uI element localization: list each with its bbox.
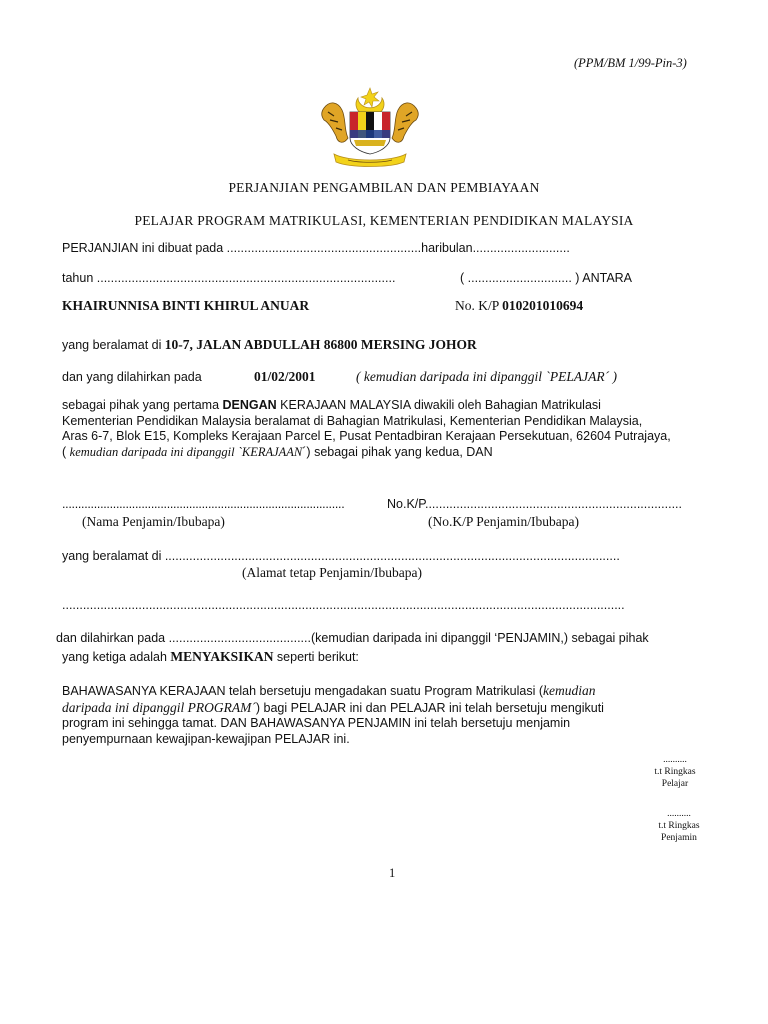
malaysia-coat-of-arms-icon [318,86,422,170]
agreement-subtitle: PELAJAR PROGRAM MATRIKULASI, KEMENTERIAN PENDIDIKAN MALAYSIA [134,213,634,228]
guardian-name-caption: (Nama Penjamin/Ibubapa) [82,514,225,529]
guardian-address-field: yang beralamat di ................................................................................................................................... [62,549,620,563]
guardian-address-caption: (Alamat tetap Penjamin/Ibubapa) [242,565,422,580]
guardian-address-field-2: .................................................................................................................................................................. [62,598,625,612]
agreement-date-line: PERJANJIAN ini dibuat pada ........................................................haribulan............................ [62,241,570,255]
student-address-line [62,337,477,353]
student-name: KHAIRUNNISA BINTI KHIRUL ANUAR [62,298,310,313]
page-number: 1 [389,866,396,880]
ic-label: No. K/P [455,298,499,313]
agreement-title: PERJANJIAN PENGAMBILAN DAN PEMBIAYAAN [228,180,540,195]
antara-line: ( .............................. ) ANTARA [460,271,633,285]
guardian-dob-line: dan dilahirkan pada .........................................(kemudian daripada ini dipanggil ‘PENJAMIN,) sebagai pihak [56,631,649,645]
gov-line-1: sebagai pihak yang pertama DENGAN KERAJAAN MALAYSIA diwakili oleh Bahagian Matrikulasi [62,398,601,412]
guardian-name-field: ......................................................................................... [62,497,345,511]
student-initials-role: Pelajar [661,779,689,789]
guardian-ic-field: No.K/P.......................................................................... [387,497,682,511]
ic-number: 010201010694 [502,298,584,313]
student-ic [455,298,583,314]
gov-line-4: ( kemudian daripada ini dipanggil `KERAJAAN´) sebagai pihak yang kedua, DAN [62,444,493,459]
whereas-paragraph [62,683,742,747]
guarantor-initials-role: Penjamin [661,833,697,843]
pelajar-definition: ( kemudian daripada ini dipanggil `PELAJAR´ ) [356,369,617,384]
student-initials-dots: .......... [663,755,687,765]
government-paragraph [62,398,742,460]
whereas-line-4: penyempurnaan kewajipan-kewajipan PELAJAR ini. [62,731,350,746]
dob-prefix: dan yang dilahirkan pada [62,370,202,384]
whereas-line-2: daripada ini dipanggil PROGRAM´) bagi PELAJAR ini dan PELAJAR ini telah bersetuju mengikuti [62,699,604,715]
document-code: (PPM/BM 1/99-Pin-3) [574,56,687,70]
whereas-line-1: BAHAWASANYA KERAJAAN telah bersetuju mengadakan suatu Program Matrikulasi (kemudian [62,683,596,698]
student-address: 10-7, JALAN ABDULLAH 86800 MERSING JOHOR [164,337,477,352]
guarantor-initials-block [644,808,714,844]
student-initials-block [642,754,708,790]
student-dob: 01/02/2001 [254,369,316,384]
gov-line-3: Aras 6-7, Blok E15, Kompleks Kerajaan Parcel E, Pusat Pentadbiran Kerajaan Persekutuan, 62604 Putrajaya, [62,429,671,443]
address-prefix: yang beralamat di [62,338,162,352]
guarantor-initials-label: t.t Ringkas [658,821,700,831]
year-line: tahun ...................................................................................... [62,271,396,285]
gov-line-2: Kementerian Pendidikan Malaysia beralamat di Bahagian Matrikulasi, Kementerian Pendidikan Malaysia, [62,413,643,428]
student-initials-label: t.t Ringkas [654,767,696,777]
witness-line: yang ketiga adalah MENYAKSIKAN seperti berikut: [62,649,359,664]
guardian-ic-caption: (No.K/P Penjamin/Ibubapa) [428,514,579,529]
guarantor-initials-dots: .......... [667,809,691,819]
whereas-line-3: program ini sehingga tamat. DAN BAHAWASANYA PENJAMIN ini telah bersetuju menjamin [62,716,571,730]
